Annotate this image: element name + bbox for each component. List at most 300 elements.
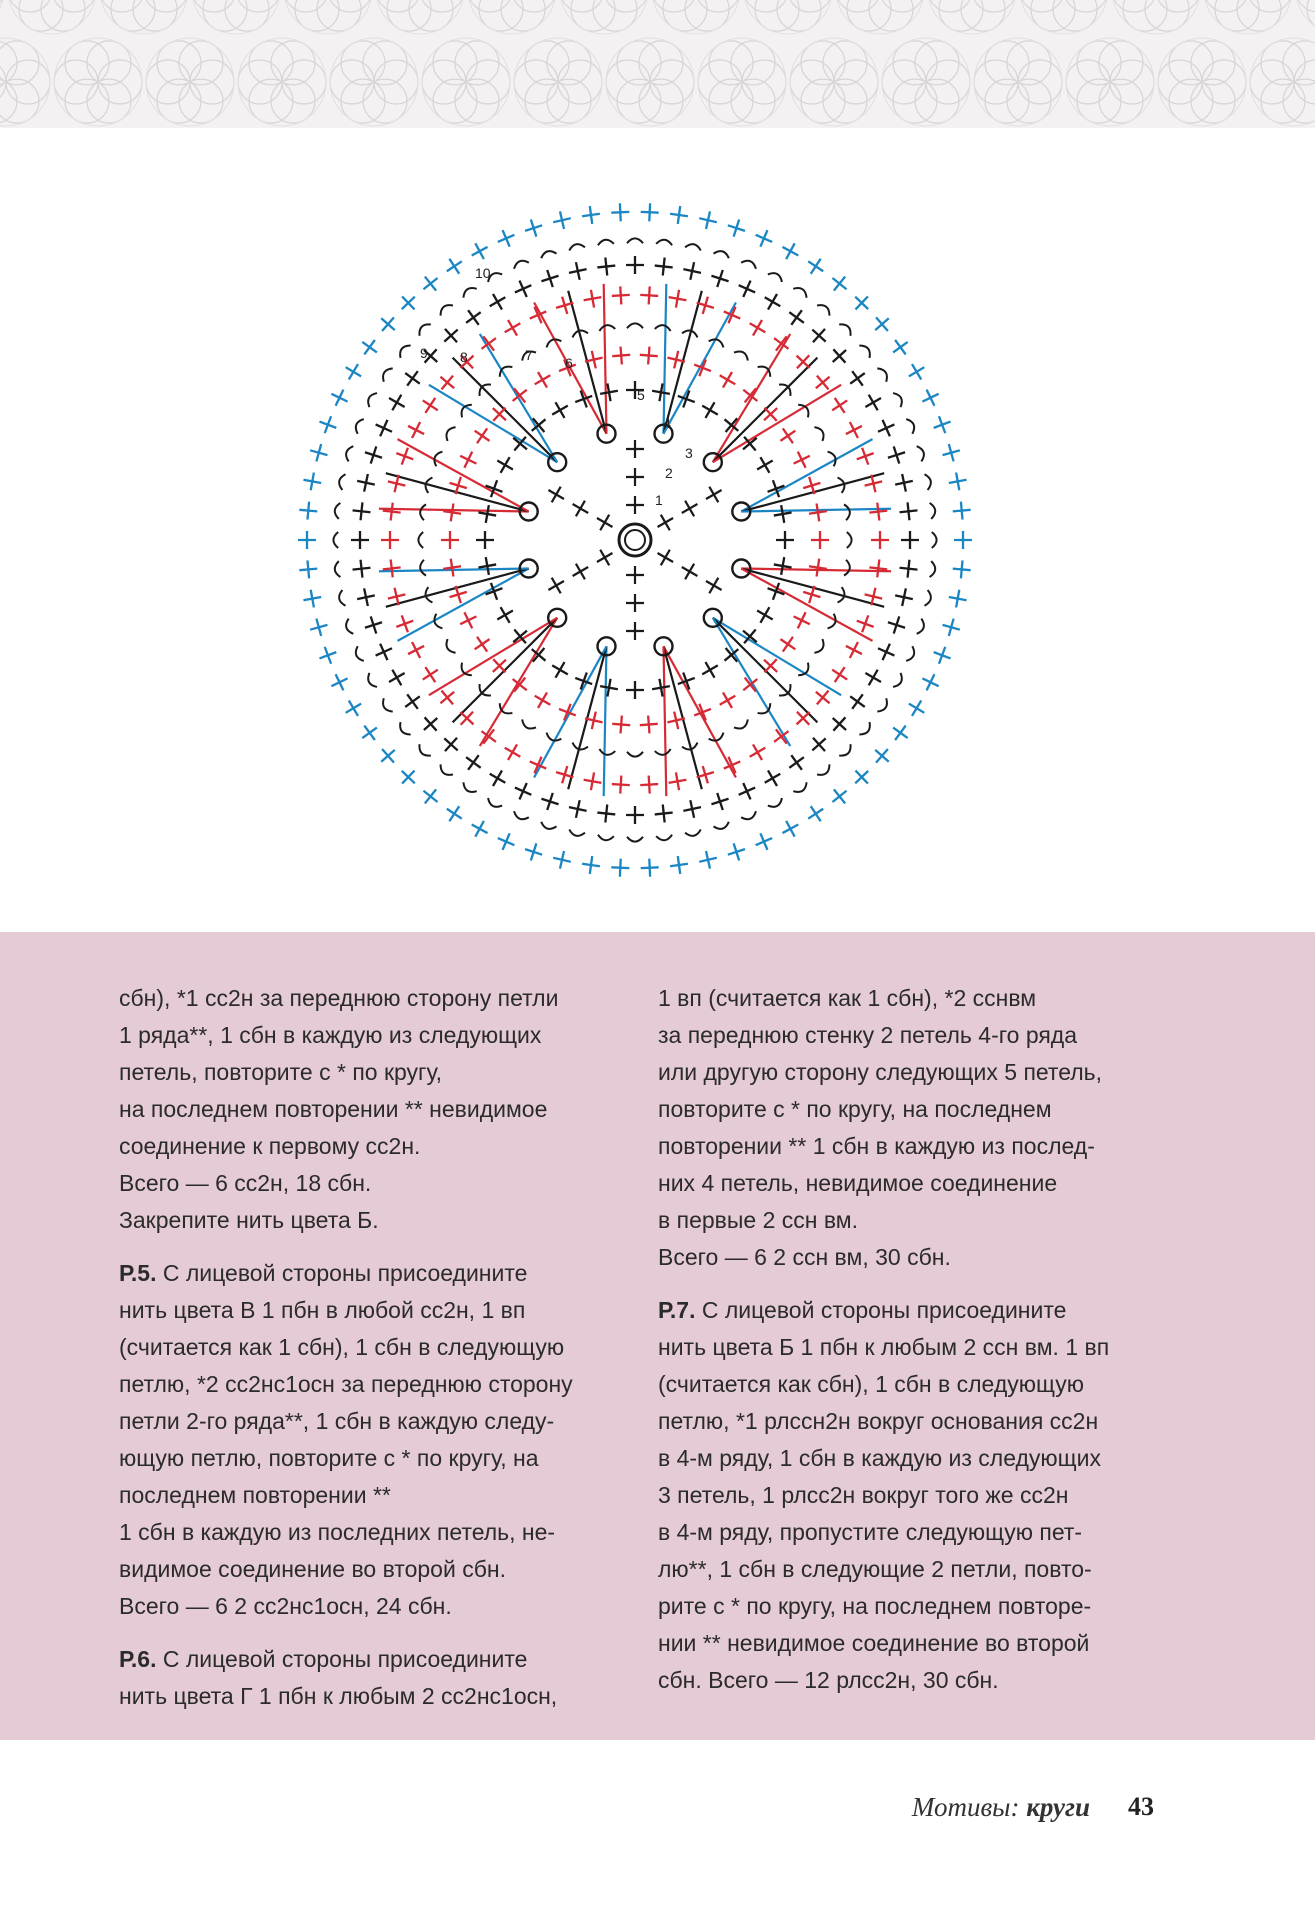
stitch-symbol <box>952 501 972 521</box>
stitch-symbol <box>640 858 659 877</box>
stitch-symbol <box>596 257 616 277</box>
tall-stitch <box>664 646 667 796</box>
tall-stitch <box>741 509 891 512</box>
text-line: 3 петель, 1 рлсс2н вокруг того же сс2н <box>658 1482 1069 1508</box>
stitch-symbol <box>522 841 545 864</box>
stitch-symbol <box>612 346 631 365</box>
stitch-symbol <box>806 323 831 348</box>
stitch-symbol <box>355 587 376 608</box>
chain-symbol <box>930 502 936 518</box>
stitch-symbol <box>861 390 886 415</box>
text-line: сбн), *1 сс2н за переднюю сторону петли <box>119 985 559 1011</box>
stitch-symbol <box>581 855 601 875</box>
stitch-symbol <box>753 603 778 628</box>
chain-symbol <box>416 744 431 759</box>
chain-symbol <box>486 798 502 810</box>
stitch-symbol <box>827 711 852 736</box>
stitch-symbol <box>327 386 351 410</box>
chain-symbol <box>365 673 377 689</box>
stitch-node <box>548 609 566 627</box>
chain-symbol <box>685 243 702 251</box>
stitch-symbol <box>626 256 644 274</box>
chain-symbol <box>859 343 873 358</box>
stitch-symbol <box>382 502 402 522</box>
round-number-label: 2 <box>665 465 673 481</box>
stitch-symbol <box>500 316 525 341</box>
stitch-symbol <box>715 688 740 713</box>
text-line: С лицевой стороны присоедините <box>156 1260 528 1286</box>
stitch-symbol <box>548 658 573 683</box>
stitch-symbol <box>442 557 462 577</box>
stitch-symbol <box>888 720 913 745</box>
stitch-symbol <box>709 267 732 290</box>
stitch-symbol <box>952 560 972 580</box>
stitch-symbol <box>849 764 874 789</box>
stitch-symbol <box>869 312 894 337</box>
stitch-symbol <box>940 442 962 464</box>
stitch-symbol <box>899 501 919 521</box>
stitch-symbol <box>357 720 382 745</box>
chain-symbol <box>844 560 851 576</box>
tall-stitch <box>604 646 607 796</box>
text-line: в первые 2 ссн вм. <box>658 1207 859 1233</box>
chain-symbol <box>906 646 917 663</box>
text-line: (считается как сбн), 1 сбн в следующую <box>658 1371 1084 1397</box>
chain-symbol <box>540 822 557 831</box>
stitch-symbol <box>698 658 723 683</box>
stitch-symbol <box>396 764 421 789</box>
chain-symbol <box>655 324 671 331</box>
center-ring <box>619 524 651 556</box>
text-line: видимое соединение во второй сбн. <box>119 1556 506 1582</box>
text-line: петлю, *2 сс2нс1осн за переднюю сторону <box>119 1371 573 1397</box>
stitch-symbol <box>752 227 776 251</box>
chain-symbol <box>714 822 731 831</box>
chain-symbol <box>461 782 477 795</box>
round-7-heading: Р.7. <box>658 1297 696 1323</box>
text-line: сбн. Всего — 12 рлсс2н, 30 сбн. <box>658 1667 999 1693</box>
section-title <box>912 1792 1090 1823</box>
chain-symbol <box>443 425 455 441</box>
chain-symbol <box>627 752 643 757</box>
stitch-symbol <box>899 559 919 579</box>
stitch-symbol <box>626 566 644 584</box>
chain-symbol <box>597 239 613 245</box>
stitch-symbol <box>626 681 644 699</box>
stitch-symbol <box>372 640 396 664</box>
round-number-label: 7 <box>525 347 533 363</box>
text-line: лю**, 1 сбн в следующие 2 петли, повто- <box>658 1556 1092 1582</box>
chain-symbol <box>768 798 784 810</box>
stitch-symbol <box>753 453 778 478</box>
stitch-symbol <box>316 644 339 667</box>
stitch-symbol <box>327 670 351 694</box>
stitch-symbol <box>500 740 525 765</box>
round-number-label: 3 <box>685 445 693 461</box>
stitch-symbol <box>784 305 809 330</box>
round-number-label: 6 <box>565 355 573 371</box>
chain-symbol <box>568 830 585 838</box>
stitch-symbol <box>548 398 573 423</box>
stitch-symbol <box>611 858 630 877</box>
stitch-symbol <box>803 254 828 279</box>
stitch-symbol <box>667 771 688 792</box>
chain-symbol <box>844 504 851 520</box>
stitch-symbol <box>470 423 495 448</box>
stitch-symbol <box>697 209 719 231</box>
stitch-symbol <box>418 784 443 809</box>
stitch-symbol <box>639 346 658 365</box>
stitch-symbol <box>640 286 659 305</box>
chain-symbol <box>334 502 340 518</box>
stitch-symbol <box>861 665 886 690</box>
stitch-symbol <box>599 677 620 698</box>
stitch-node <box>704 453 722 471</box>
chain-symbol <box>461 285 477 298</box>
stitch-symbol <box>918 386 942 410</box>
text-line: последнем повторении ** <box>119 1482 391 1508</box>
stitch-symbol <box>404 418 428 442</box>
stitch-symbol <box>302 471 323 492</box>
stitch-symbol <box>522 217 545 240</box>
stitch-symbol <box>775 632 800 657</box>
chain-symbol <box>814 425 826 441</box>
text-line: 1 ряда**, 1 сбн в каждую из следующих <box>119 1022 542 1048</box>
stitch-symbol <box>362 614 385 637</box>
chain-symbol <box>817 302 832 316</box>
stitch-symbol <box>467 817 491 841</box>
stitch-symbol <box>626 594 644 612</box>
stitch-symbol <box>298 531 316 549</box>
instructions-panel <box>0 932 1315 1740</box>
round-number-label: 10 <box>475 265 491 281</box>
stitch-symbol <box>539 790 562 813</box>
stitch-symbol <box>544 482 569 507</box>
stitch-symbol <box>418 662 443 687</box>
chain-symbol <box>655 749 671 756</box>
stitch-symbol <box>375 743 400 768</box>
stitch-symbol <box>493 453 518 478</box>
chain-symbol <box>924 590 932 607</box>
stitch-symbol <box>456 608 480 632</box>
stitch-symbol <box>396 290 421 315</box>
chain-symbol <box>741 258 758 269</box>
stitch-symbol <box>592 510 617 535</box>
stitch-symbol <box>539 267 562 290</box>
chain-symbol <box>685 830 702 838</box>
stitch-symbol <box>931 413 954 436</box>
section-name: круги <box>1026 1792 1090 1822</box>
stitch-symbol <box>651 677 672 698</box>
stitch-symbol <box>745 316 770 341</box>
round-number-label: 4 <box>663 415 671 431</box>
stitch-symbol <box>612 715 631 734</box>
stitch-symbol <box>640 775 659 794</box>
stitch-symbol <box>599 382 620 403</box>
chain-symbol <box>793 285 809 298</box>
tall-stitch <box>741 569 891 572</box>
chain-symbol <box>397 722 411 737</box>
stitch-symbol <box>790 448 814 472</box>
stitch-symbol <box>375 312 400 337</box>
stitch-symbol <box>669 205 689 225</box>
stitch-symbol <box>441 531 459 549</box>
chain-symbol <box>540 249 557 258</box>
stitch-symbol <box>682 260 703 281</box>
chain-symbol <box>877 366 890 382</box>
stitch-symbol <box>476 531 494 549</box>
stitch-symbol <box>438 323 463 348</box>
text-line: Закрепите нить цвета Б. <box>119 1207 379 1233</box>
chain-symbol <box>917 619 926 636</box>
stitch-symbol <box>341 696 366 721</box>
stitch-symbol <box>418 271 443 296</box>
stitch-symbol <box>400 689 425 714</box>
chain-symbol <box>397 343 411 358</box>
stitch-symbol <box>677 496 702 521</box>
stitch-symbol <box>442 254 467 279</box>
stitch-symbol <box>954 531 972 549</box>
stitch-symbol <box>654 804 674 824</box>
chain-symbol <box>656 835 672 841</box>
stitch-symbol <box>918 670 942 694</box>
text-line: петель, повторите с * по кругу, <box>119 1059 443 1085</box>
chain-symbol <box>627 323 643 328</box>
stitch-symbol <box>494 227 518 251</box>
text-line: С лицевой стороны присоедините <box>695 1297 1067 1323</box>
round-number-label: 9 <box>420 345 428 361</box>
stitch-symbol <box>745 740 770 765</box>
stitch-symbol <box>611 203 630 222</box>
chain-symbol <box>814 639 826 655</box>
round-number-label: 5 <box>637 387 645 403</box>
chain-symbol <box>597 835 613 841</box>
tall-stitch <box>379 509 529 512</box>
chain-symbol <box>338 590 346 607</box>
chain-symbol <box>344 445 353 462</box>
chain-symbol <box>520 719 536 731</box>
stitch-symbol <box>868 502 888 522</box>
text-line: ющую петлю, повторите с * по кругу, на <box>119 1445 539 1471</box>
stitch-symbol <box>803 801 828 826</box>
stitch-symbol <box>772 504 793 525</box>
stitch-symbol <box>698 398 723 423</box>
stitch-symbol <box>582 288 603 309</box>
text-line: С лицевой стороны присоедините <box>156 1646 528 1672</box>
stitch-symbol <box>654 257 674 277</box>
stitch-symbol <box>653 545 678 570</box>
tall-stitch <box>398 439 529 511</box>
chain-symbol <box>817 764 832 778</box>
chain-symbol <box>627 238 643 243</box>
chain-symbol <box>344 619 353 636</box>
chain-symbol <box>334 561 340 577</box>
tall-stitch <box>398 569 529 641</box>
round-5-heading: Р.5. <box>119 1260 157 1286</box>
stitch-symbol <box>778 817 802 841</box>
stitch-symbol <box>551 849 573 871</box>
stitch-symbol <box>611 286 630 305</box>
text-line: них 4 петель, невидимое соединение <box>658 1170 1058 1196</box>
stitch-symbol <box>940 616 962 638</box>
chain-symbol <box>418 532 423 548</box>
stitch-symbol <box>845 689 870 714</box>
stitch-symbol <box>626 496 644 514</box>
stitch-symbol <box>827 393 852 418</box>
tall-stitch <box>379 569 529 572</box>
chain-symbol <box>893 391 905 407</box>
stitch-symbol <box>677 559 702 584</box>
stitch-symbol <box>651 382 672 403</box>
text-line: нить цвета Б 1 пбн к любым 2 ссн вм. 1 вп <box>658 1334 1110 1360</box>
stitch-symbol <box>869 743 894 768</box>
stitch-symbol <box>511 779 535 803</box>
stitch-symbol <box>485 766 510 791</box>
chain-symbol <box>338 473 346 490</box>
stitch-symbol <box>760 766 785 791</box>
stitch-symbol <box>567 798 588 819</box>
stitch-symbol <box>442 801 467 826</box>
stitch-symbol <box>808 557 828 577</box>
left-column <box>119 980 639 1731</box>
text-line: (считается как 1 сбн), 1 сбн в следующую <box>119 1334 565 1360</box>
chain-symbol <box>847 532 852 548</box>
stitch-symbol <box>849 290 874 315</box>
paragraph-round-7 <box>658 1292 1178 1699</box>
stitch-symbol <box>827 784 852 809</box>
stitch-symbol <box>760 290 785 315</box>
chain-symbol <box>353 646 364 663</box>
stitch-symbol <box>626 440 644 458</box>
stitch-symbol <box>702 482 727 507</box>
crochet-chart-diagram <box>275 180 995 900</box>
text-line: петли 2-го ряда**, 1 сбн в каждую следу- <box>119 1408 555 1434</box>
stitch-symbol <box>784 750 809 775</box>
stitch-symbol <box>596 804 616 824</box>
stitch-symbol <box>667 288 688 309</box>
stitch-symbol <box>790 608 814 632</box>
stitch-symbol <box>551 209 573 231</box>
right-column <box>658 980 1178 1715</box>
stitch-symbol <box>931 644 954 667</box>
stitch-symbol <box>725 217 748 240</box>
text-line: в 4-м ряду, пропустите следующую пет- <box>658 1519 1083 1545</box>
text-line: за переднюю стенку 2 петель 4-го ряда <box>658 1022 1078 1048</box>
stitch-symbol <box>827 662 852 687</box>
stitch-symbol <box>640 203 659 222</box>
text-line: в 4-м ряду, 1 сбн в каждую из следующих <box>658 1445 1101 1471</box>
stitch-symbol <box>904 359 929 384</box>
tall-stitch <box>664 284 667 434</box>
chain-symbol <box>627 837 643 842</box>
text-line: или другую сторону следующих 5 петель, <box>658 1059 1103 1085</box>
text-line: Всего — 6 2 ссн вм, 30 сбн. <box>658 1244 951 1270</box>
stitch-symbol <box>874 640 898 664</box>
chain-symbol <box>741 811 758 822</box>
stitch-symbol <box>772 556 793 577</box>
round-number-label: 1 <box>655 492 663 508</box>
ornament-pattern <box>0 0 1315 128</box>
chain-symbol <box>917 445 926 462</box>
stitch-symbol <box>385 390 410 415</box>
stitch-symbol <box>904 696 929 721</box>
text-line: Всего — 6 2 сс2нс1осн, 24 сбн. <box>119 1593 452 1619</box>
round-number-label: 8 <box>460 349 468 365</box>
chain-symbol <box>793 782 809 795</box>
chain-symbol <box>333 532 338 548</box>
stitch-symbol <box>735 277 759 301</box>
center-ring-inner <box>625 530 645 550</box>
page-footer <box>0 1792 1315 1832</box>
text-line: 1 вп (считается как 1 сбн), *2 сснвм <box>658 985 1037 1011</box>
chain-symbol <box>906 417 917 434</box>
chain-symbol <box>419 560 426 576</box>
stitch-symbol <box>626 622 644 640</box>
stitch-symbol <box>382 558 402 578</box>
stitch-symbol <box>568 559 593 584</box>
stitch-symbol <box>355 472 376 493</box>
stitch-symbol <box>308 442 330 464</box>
stitch-symbol <box>316 413 339 436</box>
chain-symbol <box>353 417 364 434</box>
text-line: соединение к первому сс2н. <box>119 1133 421 1159</box>
stitch-symbol <box>871 531 889 549</box>
stitch-symbol <box>893 472 914 493</box>
chain-symbol <box>734 719 750 731</box>
stitch-symbol <box>352 559 372 579</box>
stitch-symbol <box>947 471 968 492</box>
chain-symbol <box>568 243 585 251</box>
stitch-node <box>704 609 722 627</box>
chain-symbol <box>768 270 784 282</box>
stitch-symbol <box>697 849 719 871</box>
chain-symbol <box>438 764 453 778</box>
stitch-symbol <box>299 560 319 580</box>
stitch-symbol <box>845 366 870 391</box>
chain-symbol <box>932 532 937 548</box>
stitch-symbol <box>485 290 510 315</box>
stitch-symbol <box>639 715 658 734</box>
stitch-symbol <box>461 305 486 330</box>
chain-symbol <box>416 321 431 336</box>
stitch-symbol <box>776 531 794 549</box>
stitch-symbol <box>357 335 382 360</box>
stitch-symbol <box>715 368 740 393</box>
text-line: нии ** невидимое соединение во второй <box>658 1630 1090 1656</box>
stitch-symbol <box>581 205 601 225</box>
text-line: на последнем повторении ** невидимое <box>119 1096 548 1122</box>
stitch-symbol <box>901 531 919 549</box>
stitch-symbol <box>806 732 831 757</box>
stitch-symbol <box>372 416 396 440</box>
chain-symbol <box>656 239 672 245</box>
stitch-symbol <box>947 588 968 609</box>
stitch-symbol <box>308 616 330 638</box>
stitch-symbol <box>493 603 518 628</box>
stitch-symbol <box>477 556 498 577</box>
chain-symbol <box>599 324 615 331</box>
stitch-symbol <box>381 531 399 549</box>
stitch-symbol <box>400 366 425 391</box>
stitch-symbol <box>592 545 617 570</box>
stitch-symbol <box>470 632 495 657</box>
stitch-symbol <box>709 790 732 813</box>
section-prefix: Мотивы: <box>911 1792 1027 1822</box>
stitch-symbol <box>888 335 913 360</box>
chain-symbol <box>839 744 854 759</box>
text-line: повторении ** 1 сбн в каждую из послед- <box>658 1133 1095 1159</box>
chain-symbol <box>839 321 854 336</box>
